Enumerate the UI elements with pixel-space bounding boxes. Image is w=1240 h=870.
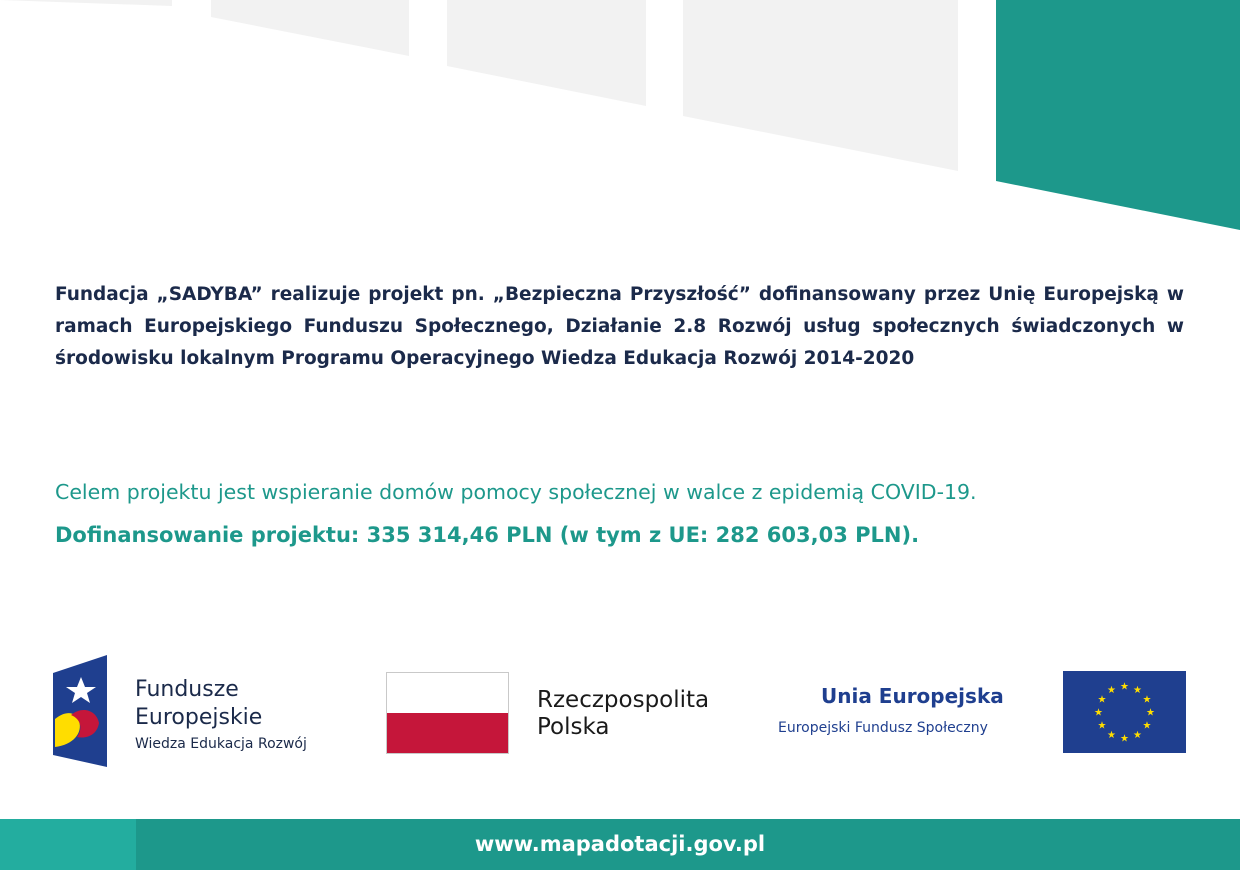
fundusze-europejskie-label <box>135 676 262 732</box>
eu-star-icon: ★ <box>1107 685 1116 696</box>
deco-teal-corner <box>996 0 1240 230</box>
eu-star-icon: ★ <box>1097 720 1107 732</box>
footer-website-link[interactable]: www.mapadotacji.gov.pl <box>474 832 766 856</box>
flag-white-band <box>387 673 508 713</box>
deco-strip-3 <box>447 0 646 106</box>
project-funding: Dofinansowanie projektu: 335 314,46 PLN (w tym z UE: 282 603,03 PLN). <box>55 523 920 547</box>
eu-star-icon: ★ <box>1142 694 1152 706</box>
flag-red-band <box>387 713 508 753</box>
rzeczpospolita-label <box>537 687 709 741</box>
eu-star-icon: ★ <box>1142 720 1152 732</box>
fundusze-line2: Europejskie <box>135 705 263 730</box>
eu-star-icon: ★ <box>1133 730 1142 741</box>
deco-strip-4 <box>683 0 958 171</box>
deco-strip-2 <box>211 0 409 56</box>
unia-europejska-subtitle: Europejski Fundusz Społeczny <box>778 720 988 736</box>
fundusze-line1: Fundusze <box>135 677 239 702</box>
unia-europejska-title: Unia Europejska <box>821 684 1004 708</box>
eu-star-icon: ★ <box>1133 685 1142 696</box>
header-decoration <box>0 0 1240 240</box>
rzeczpospolita-line2: Polska <box>537 714 610 740</box>
eu-star-icon: ★ <box>1097 694 1107 706</box>
polish-flag-icon <box>386 672 509 754</box>
deco-strip-1 <box>0 0 172 6</box>
project-description: Fundacja „SADYBA” realizuje projekt pn. „Bezpieczna Przyszłość” dofinansowany przez Unię Europejską w ramach Europejskiego Funduszu Społecznego, Działanie 2.8 Rozwój usług społecznych świadczonych w środowisku lokalnym Programu Operacyjnego Wiedza Edukacja Rozwój 2014-2020 <box>55 284 1184 369</box>
fundusze-subtitle: Wiedza Edukacja Rozwój <box>135 736 307 752</box>
eu-star-icon: ★ <box>1120 733 1129 745</box>
footer-bar <box>0 819 1240 870</box>
eu-star-icon: ★ <box>1094 707 1103 719</box>
eu-star-icon: ★ <box>1107 730 1116 741</box>
eu-star-icon: ★ <box>1120 681 1129 693</box>
rzeczpospolita-line1: Rzeczpospolita <box>537 687 710 713</box>
eu-star-icon: ★ <box>1146 707 1155 719</box>
project-goal: Celem projektu jest wspieranie domów pomocy społecznej w walce z epidemią COVID-19. <box>55 480 977 504</box>
fundusze-europejskie-icon <box>53 655 111 767</box>
eu-flag-icon <box>1063 671 1186 753</box>
